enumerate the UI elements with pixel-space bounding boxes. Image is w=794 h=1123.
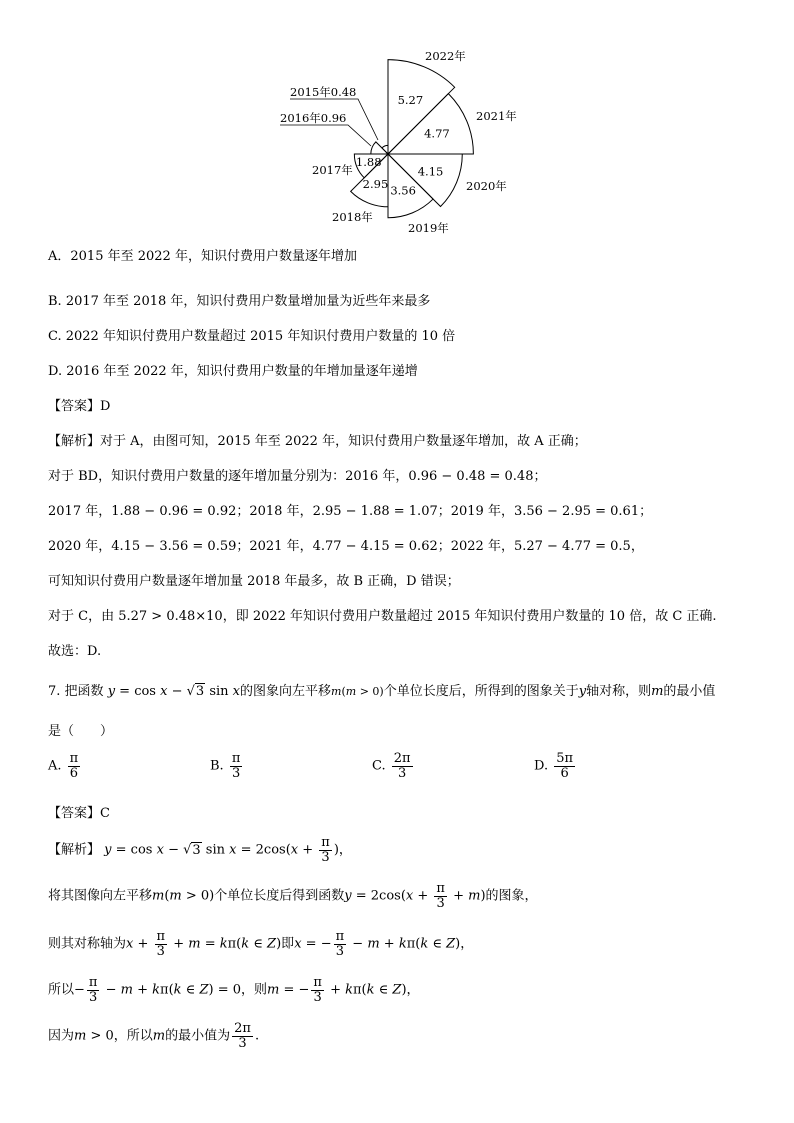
q7-y-var: y [578,684,587,699]
q6-analysis-2: 对于 BD，知识付费用户数量的逐年增加量分别为：2016 年，0.96 − 0.48 = 0.48； [48,469,547,484]
q7-analysis-2: 将其图像向左平移m(m > 0)个单位长度后得到函数y = 2cos(x + $\frac{\pi}{3}$ + m)的图象， [48,881,538,911]
q7-shift: m(m > 0) [331,685,384,698]
rose-chart-svg [270,40,530,250]
rose-category-label: 2020年 [466,179,507,193]
q6-option-d: D. 2016 年至 2022 年，知识付费用户数量的年增加量逐年递增 [48,364,418,379]
q6-option-c: C. 2022 年知识付费用户数量超过 2015 年知识付费用户数量的 10 倍 [48,329,456,344]
rose-category-label: 2021年 [476,109,517,123]
q7-stem-line1 [48,680,715,699]
rose-category-label: 2018年 [332,210,373,224]
q7-analysis-label: 【解析】 [48,842,101,858]
q7-option-c [372,752,415,780]
q7-stem-mid2: 个单位长度后，所得到的图象关于 [383,684,579,699]
q7-option-a-label: A. [48,758,62,774]
rose-category-label: 2015年0.48 [290,85,357,99]
q7-stem-pre: 7. 把函数 [48,684,104,699]
q7-option-b-num: π [231,751,241,766]
rose-chart [270,40,530,250]
q7-l4-mid: ，则 [240,982,267,998]
q6-choose: 故选：D. [48,644,102,659]
q7-l5-mid2: 的最小值为 [165,1028,231,1044]
q7-option-a-den: 6 [69,765,79,781]
q7-l2-end: 的图象， [485,888,538,904]
q7-stem-mid3: 轴对称，则 [586,684,652,699]
q6-analysis-1: 【解析】对于 A，由图可知，2015 年至 2022 年，知识付费用户数量逐年增加，故 A 正确； [48,434,587,449]
rose-value-label: 5.27 [397,92,424,107]
q7-analysis-4: 所以− $\frac{\pi}{3}$ − m + kπ(k ∈ Z) = 0，则m = − $\frac{\pi}{3}$ + kπ(k ∈ Z)， [48,975,420,1005]
q7-l5-end: . [254,1028,260,1044]
rose-value-label: 4.77 [424,126,450,141]
q7-l4-end: ， [406,982,420,998]
rose-value-label: 4.15 [417,164,444,179]
q7-analysis-1: 【解析】 y = cos x − √3 sin x = 2cos(x + $\frac{\pi}{3}$ )， [48,835,352,865]
q6-analysis-6: 对于 C，由 5.27 > 0.48×10，即 2022 年知识付费用户数量超过 2015 年知识付费用户数量的 10 倍，故 C 正确. [48,609,717,624]
rose-sector-2020年 [388,154,462,207]
q7-stem-line2: 是（ ） [48,724,114,739]
q7-option-d-den: 6 [560,765,569,781]
q7-option-b-den: 3 [231,765,241,781]
q7-l2-pre: 将其图像向左平移 [48,888,153,904]
rose-value-label: 1.88 [355,154,382,169]
q7-answer: 【答案】C [48,806,110,821]
rose-value-label: 3.56 [390,183,416,198]
q7-option-b [210,752,244,780]
rose-category-label: 2017年 [312,163,353,177]
rose-sector-2016年 [371,142,388,154]
rose-category-label: 2019年 [408,221,449,235]
q7-option-a-num: π [69,751,79,766]
q7-l3-pre: 则其对称轴为 [48,936,127,952]
q7-option-d [534,752,577,780]
q7-function: y = cos x − √3 sin x [107,684,241,699]
rose-category-label: 2022年 [425,49,466,63]
q7-l3-mid: 即 [281,936,295,952]
q6-analysis-3: 2017 年，1.88 − 0.96 = 0.92；2018 年，2.95 − 1.88 = 1.07；2019 年，3.56 − 2.95 = 0.61； [48,504,653,519]
q7-l5-pre: 因为 [48,1028,75,1044]
q7-option-c-den: 3 [398,765,407,781]
rose-category-label: 2016年0.96 [280,111,347,125]
q6-answer: 【答案】D [48,399,111,414]
q7-analysis-3: 则其对称轴为x + $\frac{\pi}{3}$ + m = kπ(k ∈ Z)即x = − $\frac{\pi}{3}$ − m + kπ(k ∈ Z)， [48,929,474,959]
q6-analysis-5: 可知知识付费用户数量逐年增加量 2018 年最多，故 B 正确，D 错误； [48,574,460,589]
q7-option-c-label: C. [372,758,386,774]
q7-option-d-num: 5π [556,751,574,766]
q7-option-d-label: D. [534,758,549,774]
q7-stem-mid: 的图象向左平移 [240,684,332,699]
q7-l3-end: ， [460,936,474,952]
q7-l2-mid: 个单位长度后得到函数 [214,888,345,904]
q7-option-b-label: B. [210,758,224,774]
rose-value-label: 2.95 [362,177,389,192]
q7-option-a [48,752,82,780]
q7-stem-end: 的最小值 [663,684,716,699]
q7-l4-pre: 所以 [48,982,75,998]
q7-option-c-num: 2π [393,751,411,766]
q6-option-b: B. 2017 年至 2018 年，知识付费用户数量增加量为近些年来最多 [48,294,431,309]
rose-leader-line [280,125,371,146]
q7-l5-mid: ，所以 [113,1028,153,1044]
q6-analysis-4: 2020 年，4.15 − 3.56 = 0.59；2021 年，4.77 − 4.15 = 0.62；2022 年，5.27 − 4.77 = 0.5， [48,539,644,554]
q7-analysis-5: 因为m > 0，所以m的最小值为 $\frac{2\pi}{3}$ . [48,1021,260,1051]
q7-m-var: m [651,684,664,699]
q6-option-a: A．2015 年至 2022 年，知识付费用户数量逐年增加 [48,249,357,264]
